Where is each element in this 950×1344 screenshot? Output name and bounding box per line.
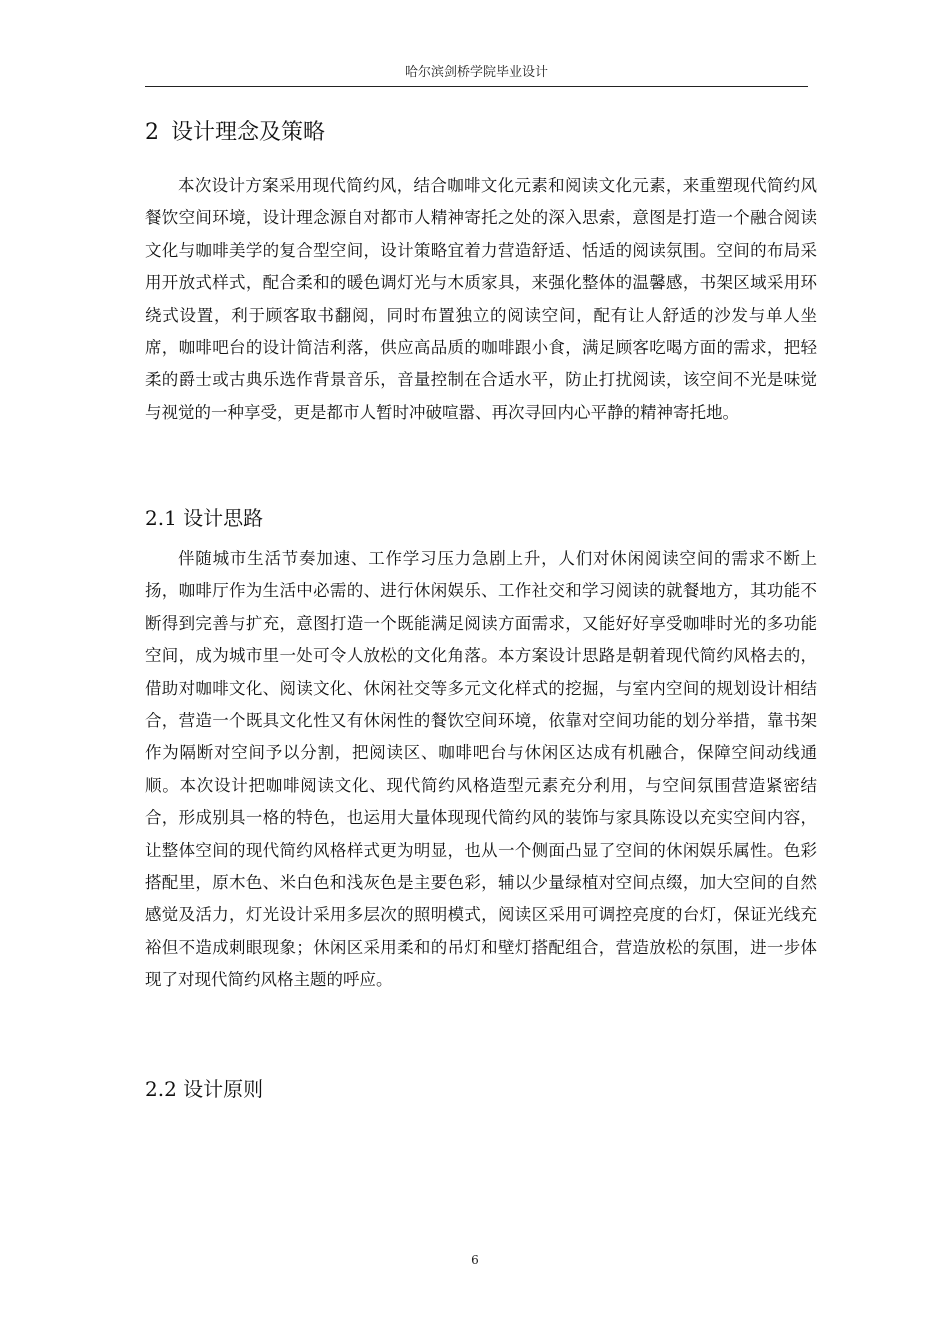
chapter-title-text: 设计理念及策略	[171, 120, 326, 145]
intro-paragraph: 本次设计方案采用现代简约风，结合咖啡文化元素和阅读文化元素，来重塑现代简约风餐饮空间环境，设计理念源自对都市人精神寄托之处的深入思索，意图是打造一个融合阅读文化与咖啡美学的复合型空间，设计策略宜着力营造舒适、恬适的阅读氛围。空间的布局采用开放式样式，配合柔和的暖色调灯光与木质家具，来强化整体的温馨感，书架区域采用环绕式设置，利于顾客取书翻阅，同时布置独立的阅读空间，配有让人舒适的沙发与单人坐席，咖啡吧台的设计简洁利落，供应高品质的咖啡跟小食，满足顾客吃喝方面的需求，把轻柔的爵士或古典乐选作背景音乐，音量控制在合适水平，防止打扰阅读，该空间不光是味觉与视觉的一种享受，更是都市人暂时冲破喧嚣、再次寻回内心平静的精神寄托地。	[145, 176, 817, 422]
page-number: 6	[471, 1253, 479, 1267]
page-header: 哈尔滨剑桥学院毕业设计	[145, 60, 808, 87]
section-2-1-title: 2.1 设计思路	[145, 506, 264, 530]
chapter-title	[145, 116, 325, 150]
chapter-number: 2	[145, 120, 159, 145]
section-2-2-title: 2.2 设计原则	[145, 1077, 264, 1101]
section-2-1-paragraph: 伴随城市生活节奏加速、工作学习压力急剧上升，人们对休闲阅读空间的需求不断上扬，咖啡厅作为生活中必需的、进行休闲娱乐、工作社交和学习阅读的就餐地方，其功能不断得到完善与扩充，意图打造一个既能满足阅读方面需求，又能好好享受咖啡时光的多功能空间，成为城市里一处可令人放松的文化角落。本方案设计思路是朝着现代简约风格去的，借助对咖啡文化、阅读文化、休闲社交等多元文化样式的挖掘，与室内空间的规划设计相结合，营造一个既具文化性又有休闲性的餐饮空间环境，依靠对空间功能的划分举措，靠书架作为隔断对空间予以分割，把阅读区、咖啡吧台与休闲区达成有机融合，保障空间动线通顺。本次设计把咖啡阅读文化、现代简约风格造型元素充分利用，与空间氛围营造紧密结合，形成别具一格的特色，也运用大量体现现代简约风的装饰与家具陈设以充实空间内容，让整体空间的现代简约风格样式更为明显，也从一个侧面凸显了空间的休闲娱乐属性。色彩搭配里，原木色、米白色和浅灰色是主要色彩，辅以少量绿植对空间点缀，加大空间的自然感觉及活力，灯光设计采用多层次的照明模式，阅读区采用可调控亮度的台灯，保证光线充裕但不造成刺眼现象；休闲区采用柔和的吊灯和壁灯搭配组合，营造放松的氛围，进一步体现了对现代简约风格主题的呼应。	[145, 549, 817, 990]
